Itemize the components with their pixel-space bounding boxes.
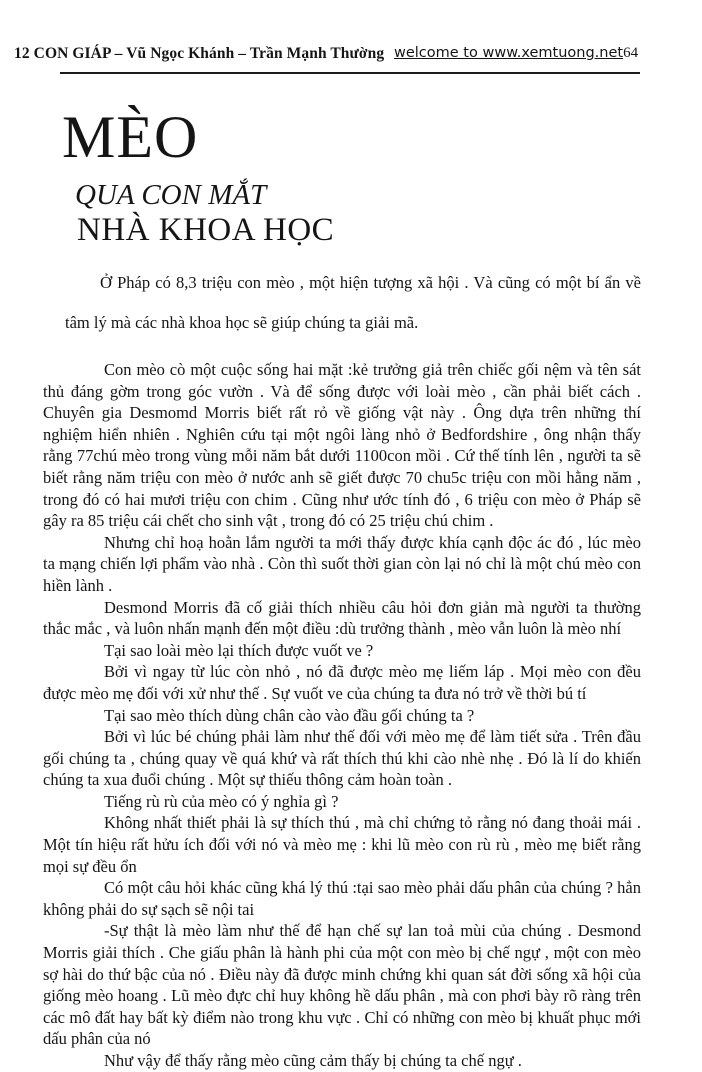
body-paragraph: Tại sao mèo thích dùng chân cào vào đầu gối chúng ta ? (104, 705, 475, 725)
body-paragraph: Không nhất thiết phải là sự thích thú , mà chỉ chứng tỏ rằng nó đang thoải mái . Một tín hiệu rất hửu ích đối với nó và mèo mẹ : khi lũ mèo con rù rù , mèo mẹ biết rằng mọi sự đều ổn (43, 813, 641, 876)
body-paragraph: Desmond Morris đã cố giải thích nhiều câu hỏi đơn giản mà người ta thường thắc mắc , và luôn nhấn mạnh đến một điều :dù trưởng thành , mèo vẫn luôn là mèo nhí (43, 597, 641, 639)
article-body (43, 359, 641, 1072)
body-paragraph: Nhưng chỉ hoạ hoằn lắm người ta mới thấy được khía cạnh độc ác đó , lúc mèo ta mạng chiến lợi phẩm vào nhà . Còn thì suốt thời gian còn lại nó chỉ là một chú mèo con hiền lành . (43, 532, 641, 595)
article-title: MÈO (62, 104, 199, 170)
body-paragraph: -Sự thật là mèo làm như thế để hạn chế sự lan toả mùi của chúng . Desmond Morris giải thích . Che giấu phân là hành phi của một con mèo bị chế ngự , một con mèo sợ hài do thứ bậc của nó . Điều này đã được minh chứng khi quan sát đời sống xã hội của giống mèo hoang . Lũ mèo đực chỉ huy không hề dấu phân , mà con phơi bày rõ ràng trên các mô đất hay bất kỳ điểm nào trong khu vực . Chỉ có những con mèo bị khuất phục mới dấu phân của nó (43, 921, 641, 1049)
body-paragraph: Như vậy để thấy rằng mèo cũng cảm thấy bị chúng ta chế ngự . (104, 1051, 522, 1070)
header-right (394, 44, 638, 62)
header-divider (60, 72, 640, 74)
book-title: 12 CON GIÁP – Vũ Ngọc Khánh – Trần Mạnh Thường (14, 45, 385, 62)
body-paragraph: Tại sao loài mèo lại thích được vuốt ve ? (104, 640, 374, 660)
intro-paragraph: Ở Pháp có 8,3 triệu con mèo , một hiện tượng xã hội . Và cũng có một bí ẩn về tâm lý mà các nhà khoa học sẽ giúp chúng ta giải mã. (65, 273, 641, 332)
article-subtitle-line1: QUA CON MẮT (75, 179, 267, 211)
site-link[interactable]: welcome to www.xemtuong.net (394, 45, 624, 61)
article-subtitle-line2: NHÀ KHOA HỌC (77, 212, 335, 248)
body-paragraph: Bởi vì ngay từ lúc còn nhỏ , nó đã được mèo mẹ liếm láp . Mọi mèo con đều được mèo mẹ đối với xử như thế . Sự vuốt ve của chúng ta đưa nó trở về thời bú tí (43, 662, 641, 703)
body-paragraph: Có một câu hỏi khác cũng khá lý thú :tại sao mèo phải dấu phân của chúng ? hẳn không phải do sự sạch sẽ nội tai (43, 878, 641, 919)
page-number: 64 (623, 45, 639, 61)
body-paragraph: Bởi vì lúc bé chúng phải làm như thế đối với mèo mẹ để làm tiết sửa . Trên đầu gối chúng ta , chúng quay về quá khứ và rất thích thú khi cào nhè nhẹ . Đó là lí do khiến chúng ta xua đuổi chúng . Một sự thiếu thông cảm hoàn toàn . (43, 727, 641, 790)
body-paragraph: Con mèo cò một cuộc sống hai mặt :kẻ trưởng giả trên chiếc gối nệm và tên sát thủ đáng gờm trong góc vườn . Và để sống được với loài mèo , cần phải biết cách . Chuyên gia Desmomd Morris biết rất rỏ về giống vật này . Ông dựa trên những thí nghiệm hiển nhiên . Nghiên cứu tại một ngôi làng nhỏ ở Bedfordshire , ông nhận thấy rằng 77chú mèo trong vùng mỗi năm bắt dưới 1100con mồi . Cứ thế tính lên , người ta sẽ biết rằng năm triệu con mèo ở nước anh sẽ giết được 70 chu5c triệu con mồi hằng năm , trong đó có hai mươi triệu con chim . Cũng như ước tính đó , 6 triệu con mèo ở Pháp sẽ gây ra 85 triệu cái chết cho sinh vật , trong đó có 25 triệu chú chim . (43, 360, 641, 531)
body-paragraph: Tiếng rù rù của mèo có ý nghỉa gì ? (104, 791, 339, 811)
